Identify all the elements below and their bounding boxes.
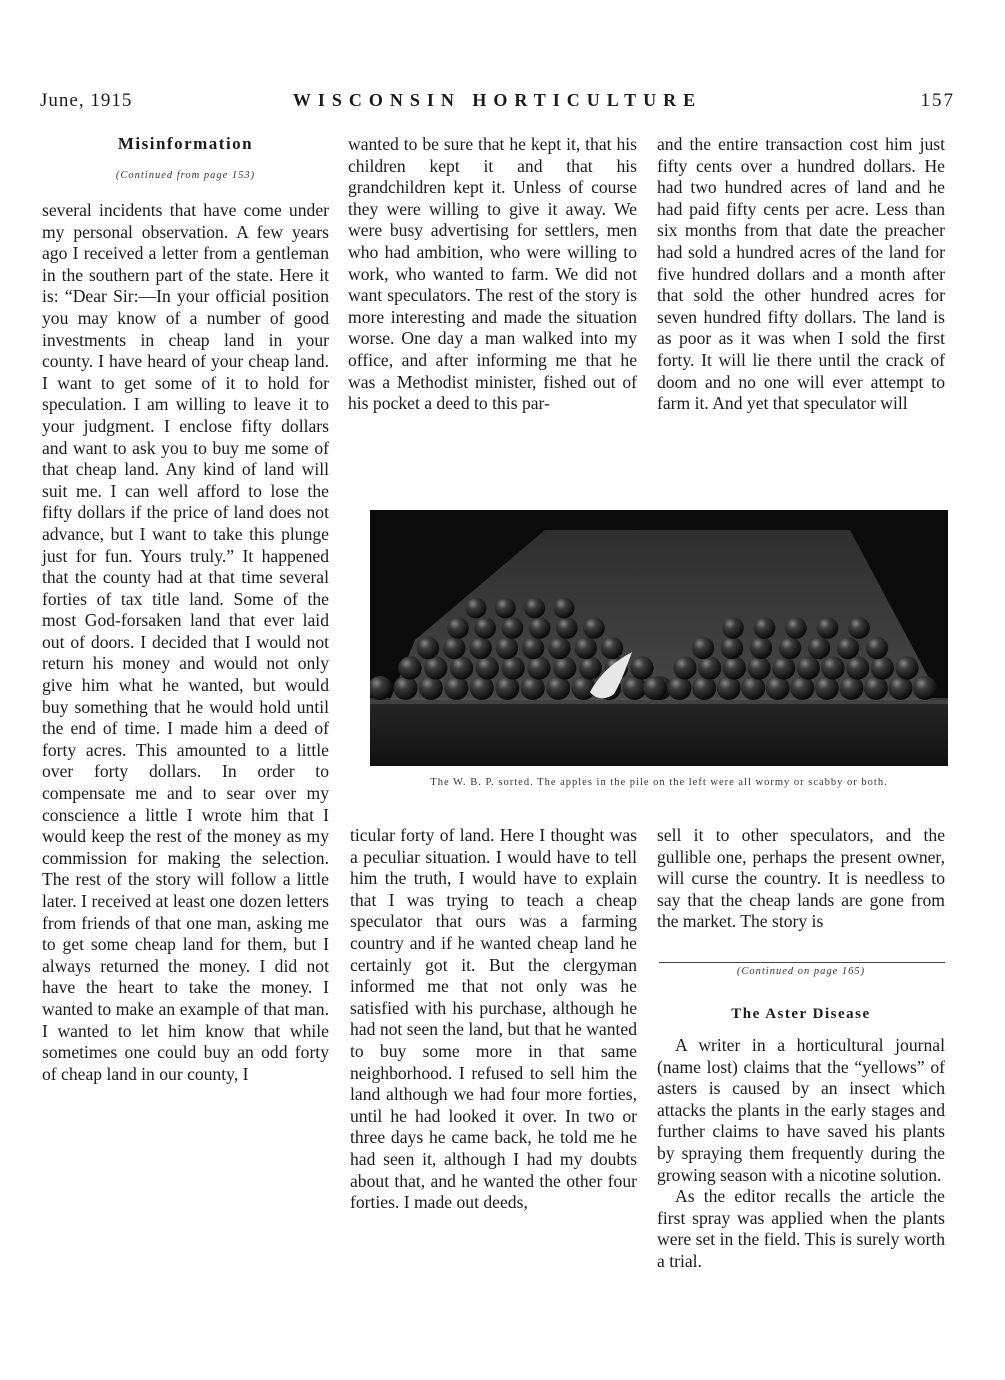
article-text-col2-top: wanted to be sure that he kept it, that his children kept it and that his grandchildren kept it. Unless of course they were willing to give it away. We were busy advertising for settlers, men who had ambition, who were willing to work, who wanted to farm. We did not want speculators. The rest of the story is more interesting and made the situation worse. One day a man walked into my office, and after informing me that he was a Methodist minister, fished out of his pocket a deed to this par-	[348, 134, 637, 414]
apple	[821, 656, 844, 679]
apple	[546, 676, 570, 700]
apple	[521, 676, 545, 700]
aster-paragraph-1: A writer in a horticultural journal (name lost) claims that the “yellows” of asters is caused by an insect which attacks the plants in the early stages and further claims to have saved his plants by spraying them frequently during the growing season with a nicotine solution.	[657, 1035, 945, 1185]
apple	[470, 676, 494, 700]
apple	[772, 656, 795, 679]
apple	[524, 598, 545, 619]
divider-rule	[659, 962, 945, 963]
apple	[846, 656, 869, 679]
apple	[469, 637, 491, 659]
apple	[895, 656, 918, 679]
apple	[572, 676, 596, 700]
aster-article-body	[657, 1035, 945, 1273]
apple	[717, 676, 741, 700]
apple	[444, 676, 468, 700]
apple	[839, 676, 863, 700]
apple	[866, 637, 888, 659]
apple	[889, 676, 913, 700]
apple	[398, 656, 421, 679]
apple	[723, 656, 746, 679]
apple	[779, 637, 801, 659]
article-column-1	[42, 200, 329, 1085]
article-column-2-bottom	[350, 825, 637, 1214]
apple	[476, 656, 499, 679]
apple	[692, 676, 716, 700]
apple	[579, 656, 602, 679]
continued-on-note: (Continued on page 165)	[736, 966, 866, 977]
apple	[643, 676, 667, 700]
apple	[747, 656, 770, 679]
apple	[722, 617, 744, 639]
apple	[785, 617, 807, 639]
issue-date: June, 1915	[40, 90, 133, 111]
article-column-3-top	[657, 134, 945, 415]
apple	[698, 656, 721, 679]
apple	[474, 617, 496, 639]
article-text-col2-bottom: ticular forty of land. Here I thought was a peculiar situation. I would have to tell him the truth, I would have to explain that I was trying to teach a cheap speculator that ours was a farming country and if he wanted cheap land he certainly got it. But the clergyman informed me that not only was he satisfied with his purchase, although he had not seen the land, but that he wanted to buy some more in that same neighborhood. I refused to sell him the land although we had four more forties, until he had looked it over. In two or three days he came back, he told me he had seen it, although I had my doubts about that, and he wanted the other four forties. I made out deeds,	[350, 825, 637, 1213]
apple	[848, 617, 870, 639]
apple	[766, 676, 790, 700]
article-column-3-bottom	[657, 825, 945, 933]
figure-caption: The W. B. P. sorted. The apples in the pile on the left were all wormy or scabby or both.	[430, 777, 888, 788]
article-text-col3-bottom: sell it to other speculators, and the gullible one, perhaps the present owner, will curse the country. It is needless to say that the cheap lands are gone from the market. The story is	[657, 825, 945, 932]
apple	[623, 676, 647, 700]
apple	[721, 637, 743, 659]
apples-photo-illustration	[370, 510, 948, 766]
apple	[741, 676, 765, 700]
apple	[527, 656, 550, 679]
apple	[553, 656, 576, 679]
apple	[808, 637, 830, 659]
apple	[815, 676, 839, 700]
apple	[797, 656, 820, 679]
apple	[466, 598, 487, 619]
apple	[601, 637, 623, 659]
apple	[496, 637, 518, 659]
running-header	[40, 90, 955, 120]
article-text-col1: several incidents that have come under my personal observation. A few years ago I received a letter from a gentleman in the southern part of the state. Here it is: “Dear Sir:—In your official position you may know of a number of good investments in cheap land in your county. I have heard of your cheap land. I want to get some of it to hold for speculation. I am willing to leave it to your judgment. I enclose fifty dollars and want to ask you to buy me some of that cheap land. Any kind of land will suit me. I can well afford to lose the fifty dollars if the price of land does not advance, but I want to take this plunge just for fun. Yours truly.” It happened that the county had at that time several forties of tax title land. Some of the most God-forsaken land that ever laid out of doors. I decided that I would not return his money and would not only give him what he wanted, but would buy something that he would hold until the end of time. I made him a deed of forty acres. This amounted to a little over forty dollars. In order to compensate me and to sear over my conscience a little I wrote him that I would keep the rest of the money as my commission for making the selection. The rest of the story will follow a little later. I received at least one dozen letters from friends of that one man, asking me to get some cheap land for them, but I always returned the money. I did not have the heart to take the money. I wanted to make an example of that man. I wanted to let him know that while sometimes one could buy an odd forty of cheap land in our county, I	[42, 200, 329, 1084]
apple	[502, 617, 524, 639]
apple	[495, 598, 516, 619]
aster-paragraph-2: As the editor recalls the article the first spray was applied when the plants were set in the field. This is surely worth a trial.	[657, 1186, 945, 1271]
apple	[575, 637, 597, 659]
apple	[837, 637, 859, 659]
apple	[817, 617, 839, 639]
apple	[871, 656, 894, 679]
apple	[630, 656, 653, 679]
apple	[750, 637, 772, 659]
apple	[424, 656, 447, 679]
aster-article-title: The Aster Disease	[731, 1006, 871, 1022]
apple	[548, 637, 570, 659]
article-text-col3-top: and the entire transaction cost him just fifty cents over a hundred dollars. He had two hundred acres of land and he had paid fifty cents per acre. Less than six months from that date the preacher had sold a hundred acres of the land for five hundred dollars and a month after that sold the other hundred acres for seven hundred fifty dollars. The land is as poor as it was when I sold the first forty. It will lie there until the crack of doom and no one will ever attempt to farm it. And yet that speculator will	[657, 134, 945, 414]
apple	[394, 676, 418, 700]
apple	[443, 637, 465, 659]
apple	[754, 617, 776, 639]
apple	[554, 598, 575, 619]
article-title: Misinformation	[117, 134, 254, 153]
apple	[502, 656, 525, 679]
page-number: 157	[920, 90, 955, 111]
apple	[864, 676, 888, 700]
apple	[668, 676, 692, 700]
article-column-2-top	[348, 134, 637, 415]
apple	[450, 656, 473, 679]
journal-title: WISCONSIN HORTICULTURE	[292, 90, 703, 110]
apple	[673, 656, 696, 679]
apple	[692, 637, 714, 659]
apple	[790, 676, 814, 700]
apple	[529, 617, 551, 639]
apple	[522, 637, 544, 659]
apple	[583, 617, 605, 639]
apple	[419, 676, 443, 700]
apple	[447, 617, 469, 639]
apple	[417, 637, 439, 659]
apple	[913, 676, 937, 700]
apples-photograph	[370, 510, 948, 766]
apple	[495, 676, 519, 700]
continued-from-note: (Continued from page 153)	[115, 170, 256, 181]
apple	[556, 617, 578, 639]
